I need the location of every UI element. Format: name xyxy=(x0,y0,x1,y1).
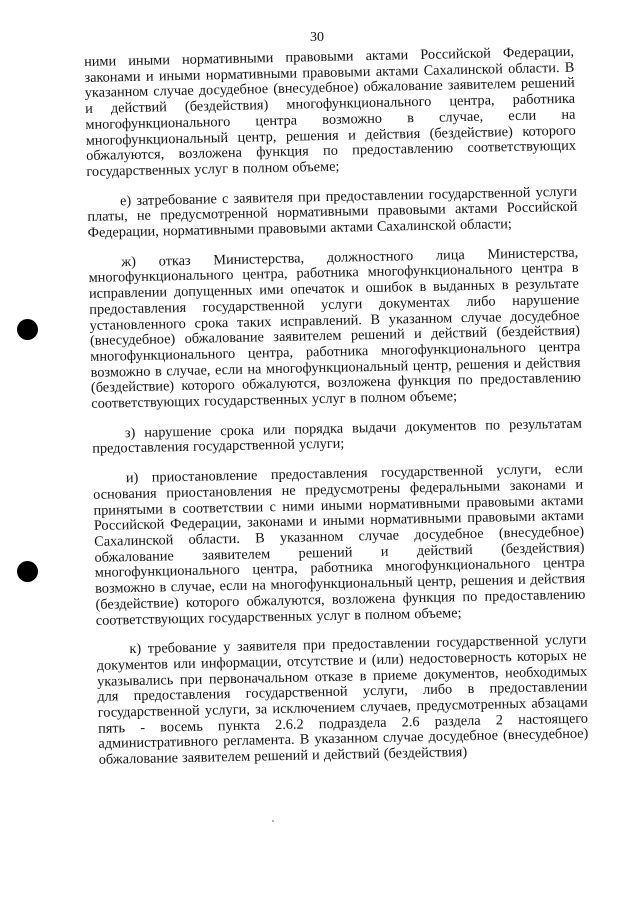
paragraph-item-i: и) приостановление предоставления государственной услуги, если основания приостановления не предусмотрены федеральными законами и принятыми в соответствии с ними иными нормативными правовыми актами Российской Федерации, законами и иными нормативными правовыми актами Сахалинской области. В указанном случае досудебное (внесудебное) обжалование заявителем решений и действий (бездействия) многофункционального центра, работника многофункционального центра возможно в случае, если на многофункциональный центр, решения и действия (бездействие) которого обжалуются, возложена функция по предоставлению соответствующих государственных услуг в полном объеме; xyxy=(93,460,586,629)
page-number: 30 xyxy=(310,30,324,45)
paragraph-item-k: к) требование у заявителя при предоставлении государственной услуги документов или информации, отсутствие и (или) недостоверность которых не указывались при первоначальном отказе в приеме документов, необходимых для предоставления государственной услуги, либо в предоставлении государственной услуги, за исключением случаев, предусмотренных абзацами пять - восемь пункта 2.6.2 подраздела 2.6 раздела 2 настоящего административного регламента. В указанном случае досудебное (внесудебное) обжалование заявителем решений и действий (бездействия) xyxy=(96,631,589,768)
paragraph-item-z: з) нарушение срока или порядка выдачи документов по результатам предоставления государственной услуги; xyxy=(92,415,582,458)
punch-hole-bottom xyxy=(17,561,38,582)
document-body xyxy=(84,45,589,769)
scan-speck xyxy=(272,820,274,822)
paragraph-continuation: ними иными нормативными правовыми актами Российской Федерации, законами и иными нормативными правовыми актами Сахалинской области. В указанном случае досудебное (внесудебное) обжалование заявителем решений и действий (бездействия) многофункционального центра, работника многофункционального центра возможно в случае, если на многофункциональный центр, решения и действия (бездействие) которого обжалуются, возложена функция по предоставлению соответствующих государственных услуг в полном объеме; xyxy=(83,43,577,180)
paragraph-item-zh: ж) отказ Министерства, должностного лица Министерства, многофункционального центра, работника многофункционального центра в исправлении допущенных ими опечаток и ошибок в выданных в результате предоставления государственной услуги документах либо нарушение установленного срока таких исправлений. В указанном случае досудебное (внесудебное) обжалование заявителем решений и действий (бездействия) многофункционального центра, работника многофункционального центра возможно в случае, если на многофункциональный центр, решения и действия (бездействие) которого обжалуются, возложена функция по предоставлению соответствующих государственных услуг в полном объеме; xyxy=(88,244,582,412)
paragraph-item-e: е) затребование с заявителя при предоставлении государственной услуги платы, не предусмотренной нормативными правовыми актами Российской Федерации, нормативными правовыми актами Сахалинской области; xyxy=(87,183,578,241)
punch-hole-top xyxy=(17,319,38,340)
